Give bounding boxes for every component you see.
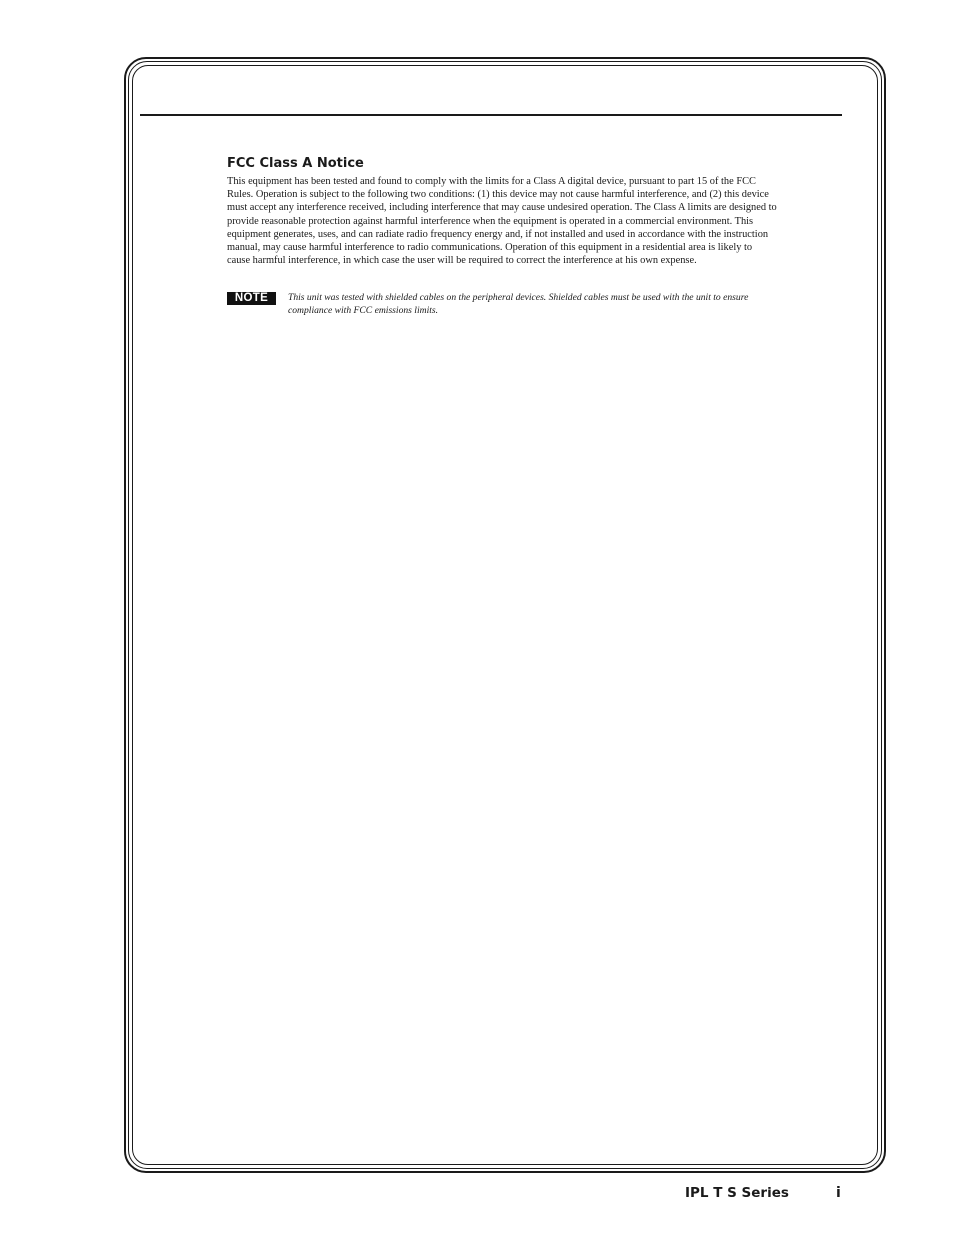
fcc-notice-body: This equipment has been tested and found to comply with the limits for a Class A digital device, pursuant to part 15 of the FCC Rules. Operation is subject to the following two conditions: (1) this device may not cause harmful interference, and (2) this device must accept any interference received, including interference that may cause undesired operation. The Class A limits are designed to provide reasonable protection against harmful interference when the equipment is operated in a commercial environment. This equipment generates, uses, and can radiate radio frequency energy and, if not installed and used in accordance with the instruction manual, may cause harmful interference to radio communications. Operation of this equipment in a residential area is likely to cause harmful interference, in which case the user will be required to correct the interference at his own expense. bbox=[227, 176, 777, 267]
note-text: This unit was tested with shielded cables on the peripheral devices. Shielded cables must be used with the unit to ensure compliance with FCC emissions limits. bbox=[288, 292, 749, 316]
footer-page-number: i bbox=[836, 1185, 841, 1201]
footer-series-title: IPL T S Series bbox=[685, 1185, 789, 1201]
note-badge: NOTE bbox=[227, 292, 276, 305]
section-title: FCC Class A Notice bbox=[227, 156, 364, 171]
header-rule bbox=[140, 114, 842, 116]
